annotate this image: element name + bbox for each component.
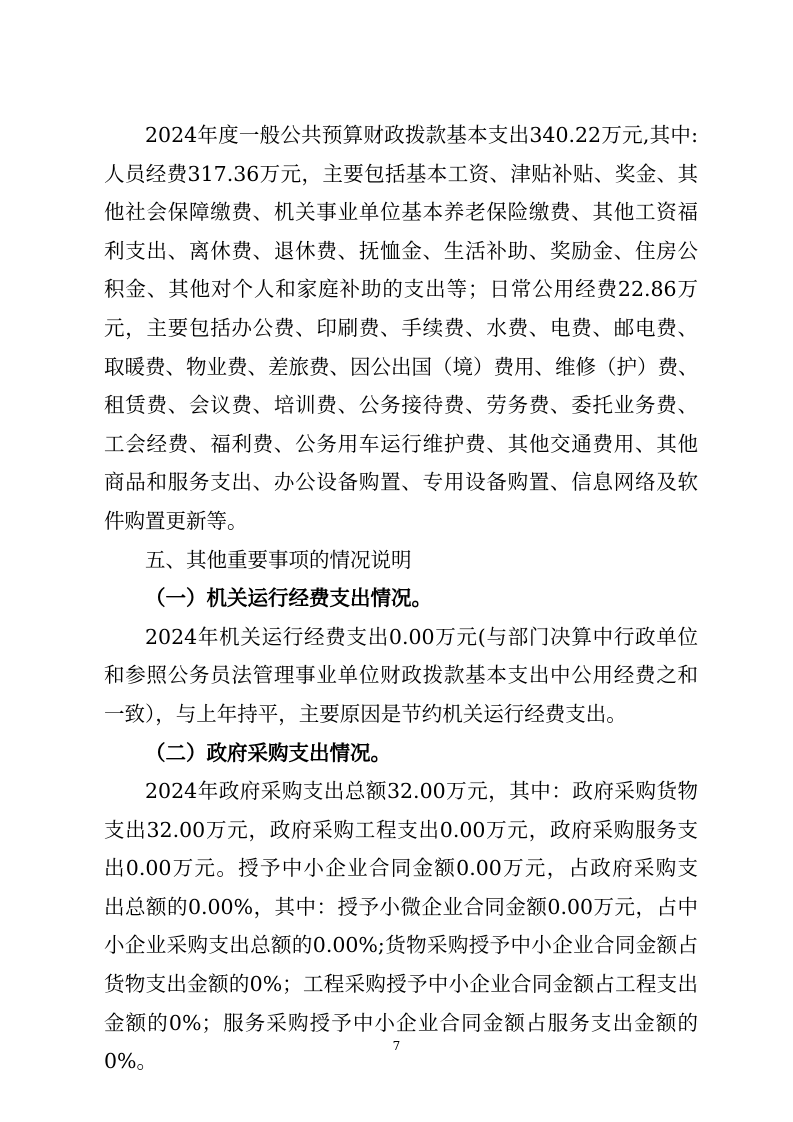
text-line: 一致），与上年持平，主要原因是节约机关运行经费支出。 (104, 701, 627, 726)
paragraph-procurement (104, 772, 698, 1081)
text-line: 他社会保障缴费、机关事业单位基本养老保险缴费、其他工资福 (104, 200, 698, 225)
text-line: 商品和服务支出、办公设备购置、专用设备购置、信息网络及软 (104, 470, 698, 495)
text-line: 0%。 (104, 1049, 158, 1074)
text-line: 积金、其他对个人和家庭补助的支出等；日常公用经费22.86万 (104, 277, 698, 302)
page-content (104, 116, 698, 1081)
text-line: 金额的0%；服务采购授予中小企业合同金额占服务支出金额的 (104, 1010, 698, 1035)
text-line: 件购置更新等。 (104, 508, 248, 533)
text-line: 利支出、离休费、退休费、抚恤金、生活补助、奖励金、住房公 (104, 238, 698, 263)
section-heading-other-matters: 五、其他重要事项的情况说明 (145, 547, 412, 572)
paragraph-basic-expenditure (104, 116, 698, 541)
page-number: 7 (392, 1039, 401, 1053)
text-line: 2024年度一般公共预算财政拨款基本支出340.22万元,其中: (145, 123, 698, 147)
text-line: 2024年政府采购支出总额32.00万元，其中：政府采购货物 (145, 779, 698, 804)
text-line: 出0.00万元。授予中小企业合同金额0.00万元，占政府采购支 (104, 856, 698, 881)
text-line: 工会经费、福利费、公务用车运行维护费、其他交通费用、其他 (104, 431, 698, 456)
text-line: 人员经费317.36万元，主要包括基本工资、津贴补贴、奖金、其 (104, 161, 698, 186)
text-line: 小企业采购支出总额的0.00%;货物采购授予中小企业合同金额占 (104, 933, 698, 958)
text-line: 租赁费、会议费、培训费、公务接待费、劳务费、委托业务费、 (104, 393, 698, 418)
text-line: 2024年机关运行经费支出0.00万元(与部门决算中行政单位 (145, 624, 698, 649)
text-line: 元，主要包括办公费、印刷费、手续费、水费、电费、邮电费、 (104, 315, 698, 340)
subsection-heading-procurement: （二）政府采购支出情况。 (145, 740, 391, 765)
text-line: 出总额的0.00%，其中：授予小微企业合同金额0.00万元，占中 (104, 894, 698, 919)
text-line: 取暖费、物业费、差旅费、因公出国（境）费用、维修（护）费、 (104, 354, 699, 379)
text-line: 支出32.00万元，政府采购工程支出0.00万元，政府采购服务支 (104, 817, 698, 842)
paragraph-operating-expenses (104, 618, 698, 734)
text-line: 和参照公务员法管理事业单位财政拨款基本支出中公用经费之和 (104, 663, 698, 688)
text-line: 货物支出金额的0%；工程采购授予中小企业合同金额占工程支出 (104, 972, 698, 997)
subsection-heading-operating-expenses: （一）机关运行经费支出情况。 (145, 586, 432, 611)
